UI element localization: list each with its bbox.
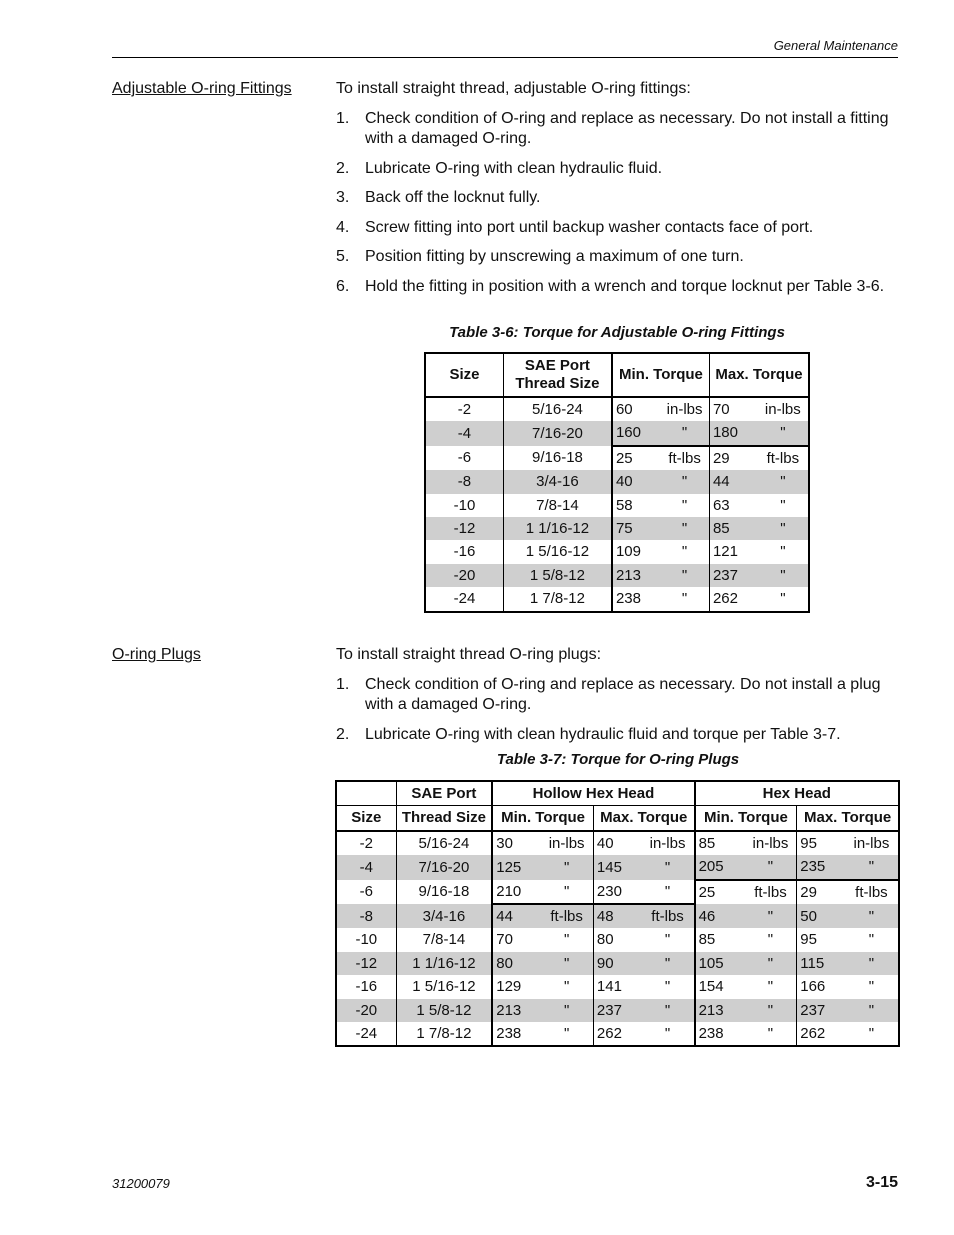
hollow-min-unit-cell: in-lbs (540, 831, 593, 855)
min-value-cell: 60 (615, 401, 633, 418)
hex-min-value-cell: 154 (698, 978, 724, 996)
size-cell: -8 (425, 470, 503, 493)
section-intro: To install straight thread, adjustable O-ring fittings: (336, 80, 691, 97)
thread-cell: 9/16-18 (503, 446, 612, 470)
table-row (336, 928, 899, 951)
max-unit-cell: in-lbs (764, 401, 801, 418)
hex-max-unit-cell: " (845, 904, 899, 928)
hollow-max-value-cell: 237 (593, 999, 641, 1022)
steps-list (336, 109, 896, 306)
thread-cell: 7/8-14 (503, 494, 612, 517)
size-cell: -8 (336, 904, 396, 928)
list-item (336, 109, 896, 149)
size-cell: -16 (425, 540, 503, 563)
hex-min-unit-cell: ft-lbs (745, 880, 797, 904)
size-cell: -2 (336, 831, 396, 855)
table-caption: Table 3-7: Torque for O-ring Plugs (496, 751, 740, 768)
min-value-cell: 238 (615, 590, 641, 608)
column-header-thread: SAE Port Thread Size (503, 353, 612, 397)
thread-cell: 5/16-24 (396, 831, 492, 855)
column-header-min-torque: Min. Torque (612, 353, 710, 397)
step-number: 6. (336, 277, 350, 295)
column-header-size: Size (425, 353, 503, 397)
hollow-max-unit-cell: " (642, 880, 695, 904)
hex-max-unit-cell: " (868, 978, 875, 996)
torque-table-3-6 (424, 352, 810, 613)
hex-max-unit-cell: in-lbs (853, 834, 890, 852)
table-row (336, 880, 899, 904)
thread-cell: 7/8-14 (396, 928, 492, 951)
hollow-max-unit-cell: " (642, 952, 695, 975)
hex-max-unit-cell: " (845, 952, 899, 975)
thread-cell: 1 7/8-12 (503, 587, 612, 611)
max-value-cell: 121 (712, 543, 738, 561)
list-item (336, 159, 896, 179)
thread-cell: 9/16-18 (396, 880, 492, 904)
step-number: 4. (336, 218, 350, 236)
hex-max-value-cell: 95 (800, 834, 817, 852)
hollow-min-value-cell: 213 (492, 999, 540, 1022)
thread-cell: 1 7/8-12 (396, 1022, 492, 1046)
size-cell: -2 (425, 397, 503, 421)
max-value-cell: 262 (712, 590, 738, 608)
hollow-min-value-cell: 30 (496, 834, 513, 852)
size-cell: -20 (425, 564, 503, 587)
thread-cell: 1 1/16-12 (396, 952, 492, 975)
max-unit-cell: " (780, 590, 786, 608)
hollow-min-value-cell: 129 (496, 978, 522, 996)
min-value-cell: 25 (612, 446, 660, 470)
hex-max-unit-cell: " (845, 855, 899, 879)
thread-cell: 1 1/16-12 (503, 517, 612, 540)
hollow-min-value-cell: 210 (496, 882, 522, 900)
thread-cell: 1 5/16-12 (396, 975, 492, 998)
max-value-cell: 29 (709, 446, 757, 470)
max-value-cell: 180 (709, 421, 757, 445)
hex-min-value-cell: 105 (695, 952, 745, 975)
column-header-max-torque: Max. Torque (715, 366, 803, 384)
hex-min-unit-cell: " (745, 975, 797, 998)
hex-min-value-cell: 85 (698, 834, 716, 852)
table-row (336, 904, 899, 928)
max-value-cell: 44 (709, 470, 757, 493)
torque-table-3-7 (335, 780, 900, 1047)
hex-min-value-cell: 213 (695, 999, 745, 1022)
hollow-min-unit-cell: " (540, 855, 593, 879)
step-number: 2. (336, 725, 350, 743)
min-value-cell: 58 (615, 496, 633, 514)
hollow-min-value-cell: 70 (496, 931, 513, 949)
size-cell: -6 (425, 446, 503, 470)
max-unit-cell: " (780, 496, 786, 514)
hex-min-unit-cell: " (745, 952, 797, 975)
hex-max-unit-cell: " (868, 931, 875, 949)
hollow-max-unit-cell: " (642, 999, 695, 1022)
min-unit-cell: " (660, 421, 709, 445)
min-unit-cell: " (660, 587, 709, 611)
step-number: 2. (336, 159, 350, 177)
max-value-cell: 237 (709, 564, 757, 587)
hex-min-unit-cell: " (745, 928, 797, 951)
table-row (425, 517, 809, 540)
max-value-cell: 85 (709, 517, 757, 540)
table-row (336, 952, 899, 975)
table-row (425, 421, 809, 445)
min-value-cell: 75 (612, 517, 660, 540)
column-header-blank (336, 781, 396, 806)
column-header-thread-line2: Thread Size (396, 806, 492, 831)
table-row (336, 1022, 899, 1046)
list-item (336, 675, 896, 715)
step-text: Back off the locknut fully. (365, 189, 541, 206)
hollow-min-unit-cell: " (540, 975, 593, 998)
hollow-max-value-cell: 48 (593, 904, 641, 928)
table-row (336, 855, 899, 879)
hex-min-unit-cell: " (745, 855, 797, 879)
min-unit-cell: " (660, 494, 709, 517)
hollow-max-value-cell: 90 (593, 952, 641, 975)
step-text: Lubricate O-ring with clean hydraulic fluid and torque per Table 3-7. (365, 725, 841, 743)
hex-max-value-cell: 29 (797, 880, 845, 904)
size-cell: -10 (425, 494, 503, 517)
size-cell: -20 (336, 999, 396, 1022)
table-row (425, 470, 809, 493)
thread-cell: 3/4-16 (396, 904, 492, 928)
max-unit-cell: " (758, 470, 809, 493)
step-text: Check condition of O-ring and replace as necessary. Do not install a plug with a damaged O-ring. (365, 676, 881, 713)
step-number: 1. (336, 676, 350, 693)
step-number: 5. (336, 248, 350, 265)
hex-min-unit-cell: " (745, 999, 797, 1022)
hex-min-value-cell: 25 (695, 880, 745, 904)
thread-cell: 7/16-20 (503, 421, 612, 445)
table-row (425, 564, 809, 587)
table-row (425, 397, 809, 421)
thread-cell: 1 5/8-12 (503, 564, 612, 587)
document-number: 31200079 (112, 1176, 170, 1191)
hollow-max-unit-cell: " (642, 975, 695, 998)
list-item (336, 725, 896, 745)
page-number: 3-15 (865, 1174, 898, 1191)
steps-list (336, 675, 896, 754)
max-unit-cell: " (758, 517, 809, 540)
hollow-max-value-cell: 40 (596, 834, 614, 852)
thread-cell: 7/16-20 (396, 855, 492, 879)
table-row (336, 999, 899, 1022)
hex-max-unit-cell: " (845, 999, 899, 1022)
column-header-thread-line1: SAE Port (396, 781, 492, 806)
hex-max-value-cell: 237 (797, 999, 845, 1022)
size-cell: -24 (336, 1022, 396, 1046)
hollow-min-unit-cell: " (540, 880, 593, 904)
min-value-cell: 160 (612, 421, 660, 445)
column-header-hex-min: Min. Torque (695, 806, 797, 831)
hex-max-value-cell: 115 (797, 952, 845, 975)
table-row (336, 975, 899, 998)
hex-max-value-cell: 50 (797, 904, 845, 928)
size-cell: -24 (425, 587, 503, 611)
table-row (425, 587, 809, 611)
hollow-min-unit-cell: ft-lbs (540, 904, 593, 928)
table-caption: Table 3-6: Torque for Adjustable O-ring Fittings (449, 324, 785, 341)
size-cell: -4 (425, 421, 503, 445)
hollow-max-unit-cell: in-lbs (642, 831, 695, 855)
table-row (336, 831, 899, 855)
hex-max-value-cell: 95 (800, 931, 817, 949)
column-header-hollow-min: Min. Torque (492, 806, 593, 831)
section-heading-adjustable-fittings: Adjustable O-ring Fittings (112, 80, 292, 97)
column-header-size: Size (336, 806, 396, 831)
hollow-max-value-cell: 141 (596, 978, 622, 996)
hollow-min-unit-cell: " (540, 999, 593, 1022)
size-cell: -16 (336, 975, 396, 998)
min-unit-cell: " (660, 470, 709, 493)
max-value-cell: 63 (712, 496, 730, 514)
hex-min-unit-cell: in-lbs (745, 831, 797, 855)
hex-max-value-cell: 166 (800, 978, 826, 996)
hex-max-value-cell: 262 (800, 1025, 826, 1043)
section-intro: To install straight thread O-ring plugs: (336, 646, 602, 663)
hex-min-value-cell: 46 (695, 904, 745, 928)
hollow-max-unit-cell: " (642, 855, 695, 879)
max-unit-cell: " (780, 543, 786, 561)
hollow-min-unit-cell: " (540, 928, 593, 951)
step-text: Check condition of O-ring and replace as necessary. Do not install a fitting with a damaged O-ring. (365, 110, 889, 147)
column-header-hollow-max: Max. Torque (593, 806, 694, 831)
max-unit-cell: ft-lbs (758, 446, 809, 470)
hex-min-unit-cell: " (745, 1022, 797, 1046)
hex-min-value-cell: 238 (698, 1025, 724, 1043)
hollow-min-value-cell: 238 (496, 1025, 522, 1043)
section-heading-oring-plugs: O-ring Plugs (112, 646, 201, 663)
column-header-hex-head: Hex Head (762, 785, 831, 802)
min-unit-cell: " (660, 564, 709, 587)
min-unit-cell: in-lbs (660, 397, 709, 421)
hollow-max-value-cell: 145 (593, 855, 641, 879)
hollow-min-unit-cell: " (540, 1022, 593, 1046)
step-text: Lubricate O-ring with clean hydraulic fluid. (365, 159, 663, 177)
list-item (336, 218, 896, 238)
min-unit-cell: " (660, 540, 709, 563)
step-text: Screw fitting into port until backup washer contacts face of port. (365, 218, 814, 236)
hex-min-value-cell: 85 (698, 931, 716, 949)
size-cell: -6 (336, 880, 396, 904)
min-value-cell: 40 (612, 470, 660, 493)
hex-min-value-cell: 205 (695, 855, 745, 879)
thread-cell: 5/16-24 (503, 397, 612, 421)
table-row (425, 540, 809, 563)
min-value-cell: 213 (612, 564, 660, 587)
hex-max-value-cell: 235 (797, 855, 845, 879)
list-item (336, 247, 896, 267)
size-cell: -12 (336, 952, 396, 975)
step-number: 1. (336, 110, 350, 127)
table-row (425, 446, 809, 470)
column-header-hollow-hex: Hollow Hex Head (492, 781, 694, 806)
min-unit-cell: ft-lbs (660, 446, 709, 470)
size-cell: -12 (425, 517, 503, 540)
min-value-cell: 109 (615, 543, 641, 561)
hollow-max-value-cell: 80 (596, 931, 614, 949)
size-cell: -10 (336, 928, 396, 951)
column-header-hex-max: Max. Torque (804, 809, 892, 827)
max-unit-cell: " (758, 421, 809, 445)
step-text: Position fitting by unscrewing a maximum of one turn. (365, 248, 744, 265)
list-item (336, 277, 896, 297)
hollow-max-unit-cell: " (642, 1022, 695, 1046)
step-number: 3. (336, 189, 350, 206)
max-value-cell: 70 (712, 401, 730, 418)
running-header: General Maintenance (773, 38, 898, 53)
header-rule (112, 57, 898, 58)
hollow-min-value-cell: 80 (492, 952, 540, 975)
hollow-min-value-cell: 44 (492, 904, 540, 928)
thread-cell: 3/4-16 (503, 470, 612, 493)
list-item (336, 188, 896, 208)
max-unit-cell: " (758, 564, 809, 587)
hex-max-unit-cell: " (868, 1025, 875, 1043)
hollow-min-unit-cell: " (540, 952, 593, 975)
hollow-max-unit-cell: ft-lbs (642, 904, 695, 928)
hex-max-unit-cell: ft-lbs (845, 880, 899, 904)
thread-cell: 1 5/8-12 (396, 999, 492, 1022)
hollow-min-value-cell: 125 (492, 855, 540, 879)
hollow-max-unit-cell: " (642, 928, 695, 951)
table-row (425, 494, 809, 517)
size-cell: -4 (336, 855, 396, 879)
min-unit-cell: " (660, 517, 709, 540)
thread-cell: 1 5/16-12 (503, 540, 612, 563)
hollow-max-value-cell: 230 (596, 882, 622, 900)
step-text: Hold the fitting in position with a wrench and torque locknut per Table 3-6. (365, 277, 885, 295)
hollow-max-value-cell: 262 (596, 1025, 622, 1043)
hex-min-unit-cell: " (745, 904, 797, 928)
